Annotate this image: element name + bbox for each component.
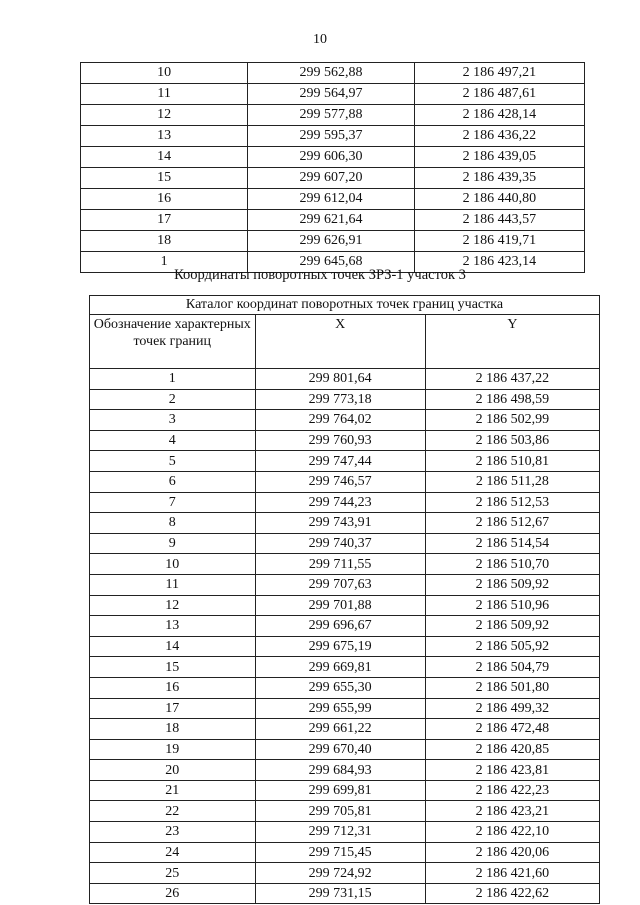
table-row	[81, 105, 585, 126]
table-row	[90, 842, 600, 863]
point-number-cell: 16	[81, 189, 248, 210]
point-number-cell: 3	[90, 410, 256, 431]
y-coordinate-cell: 2 186 419,71	[414, 231, 584, 252]
table-row	[90, 533, 600, 554]
x-coordinate-cell: 299 621,64	[248, 210, 414, 231]
point-number-cell: 17	[81, 210, 248, 231]
table-row	[90, 883, 600, 904]
point-number-cell: 15	[81, 168, 248, 189]
y-coordinate-cell: 2 186 472,48	[425, 719, 599, 740]
x-coordinate-cell: 299 701,88	[255, 595, 425, 616]
x-coordinate-cell: 299 655,30	[255, 677, 425, 698]
point-number-cell: 11	[90, 574, 256, 595]
y-coordinate-cell: 2 186 439,35	[414, 168, 584, 189]
point-number-cell: 12	[90, 595, 256, 616]
x-coordinate-cell: 299 707,63	[255, 574, 425, 595]
table-row	[90, 801, 600, 822]
y-coordinate-cell: 2 186 501,80	[425, 677, 599, 698]
table-row	[90, 657, 600, 678]
point-number-cell: 21	[90, 780, 256, 801]
y-coordinate-cell: 2 186 512,67	[425, 513, 599, 534]
x-coordinate-cell: 299 684,93	[255, 760, 425, 781]
y-coordinate-cell: 2 186 511,28	[425, 471, 599, 492]
y-coordinate-cell: 2 186 510,81	[425, 451, 599, 472]
table-row	[81, 147, 585, 168]
x-coordinate-cell: 299 731,15	[255, 883, 425, 904]
point-number-cell: 14	[90, 636, 256, 657]
table-row	[90, 492, 600, 513]
y-coordinate-cell: 2 186 423,21	[425, 801, 599, 822]
table-row	[90, 430, 600, 451]
table-row	[90, 389, 600, 410]
x-coordinate-cell: 299 705,81	[255, 801, 425, 822]
x-coordinate-cell: 299 606,30	[248, 147, 414, 168]
y-coordinate-cell: 2 186 436,22	[414, 126, 584, 147]
header-row	[90, 315, 600, 369]
point-number-cell: 6	[90, 471, 256, 492]
page-number: 10	[313, 32, 327, 47]
x-coordinate-cell: 299 696,67	[255, 616, 425, 637]
y-coordinate-cell: 2 186 423,81	[425, 760, 599, 781]
point-number-cell: 24	[90, 842, 256, 863]
y-coordinate-cell: 2 186 509,92	[425, 574, 599, 595]
point-number-cell: 5	[90, 451, 256, 472]
table-row	[90, 471, 600, 492]
table-row	[90, 574, 600, 595]
table-row	[90, 369, 600, 390]
table-row	[81, 231, 585, 252]
table-body	[81, 63, 585, 273]
x-coordinate-cell: 299 607,20	[248, 168, 414, 189]
table-row	[90, 636, 600, 657]
caption-row	[90, 296, 600, 315]
x-coordinate-cell: 299 711,55	[255, 554, 425, 575]
table-row	[90, 451, 600, 472]
point-number-cell: 2	[90, 389, 256, 410]
point-number-cell: 13	[81, 126, 248, 147]
x-coordinate-cell: 299 595,37	[248, 126, 414, 147]
point-number-cell: 23	[90, 822, 256, 843]
point-number-cell: 17	[90, 698, 256, 719]
coordinates-table-continued	[80, 62, 585, 273]
table-row	[90, 554, 600, 575]
x-coordinate-cell: 299 773,18	[255, 389, 425, 410]
x-coordinate-cell: 299 562,88	[248, 63, 414, 84]
y-coordinate-cell: 2 186 510,96	[425, 595, 599, 616]
point-number-cell: 14	[81, 147, 248, 168]
x-coordinate-cell: 299 626,91	[248, 231, 414, 252]
y-coordinate-cell: 2 186 428,14	[414, 105, 584, 126]
y-coordinate-cell: 2 186 498,59	[425, 389, 599, 410]
x-coordinate-cell: 299 743,91	[255, 513, 425, 534]
x-coordinate-cell: 299 764,02	[255, 410, 425, 431]
y-coordinate-cell: 2 186 487,61	[414, 84, 584, 105]
point-number-cell: 9	[90, 533, 256, 554]
y-coordinate-cell: 2 186 497,21	[414, 63, 584, 84]
table-row	[90, 822, 600, 843]
table-row	[90, 513, 600, 534]
point-number-cell: 1	[90, 369, 256, 390]
table-row	[90, 595, 600, 616]
x-coordinate-cell: 299 612,04	[248, 189, 414, 210]
y-coordinate-cell: 2 186 502,99	[425, 410, 599, 431]
point-number-cell: 25	[90, 863, 256, 884]
table-row	[81, 126, 585, 147]
x-coordinate-cell: 299 670,40	[255, 739, 425, 760]
x-coordinate-cell: 299 655,99	[255, 698, 425, 719]
point-number-cell: 16	[90, 677, 256, 698]
column-header-point: Обозначение характерных точек границ	[90, 315, 256, 369]
point-number-cell: 12	[81, 105, 248, 126]
coordinates-catalog-table	[89, 295, 600, 904]
y-coordinate-cell: 2 186 439,05	[414, 147, 584, 168]
x-coordinate-cell: 299 801,64	[255, 369, 425, 390]
table-row	[90, 410, 600, 431]
y-coordinate-cell: 2 186 421,60	[425, 863, 599, 884]
point-number-cell: 20	[90, 760, 256, 781]
point-number-cell: 7	[90, 492, 256, 513]
x-coordinate-cell: 299 699,81	[255, 780, 425, 801]
y-coordinate-cell: 2 186 505,92	[425, 636, 599, 657]
table-row	[90, 698, 600, 719]
y-coordinate-cell: 2 186 423,14	[414, 252, 584, 273]
point-number-cell: 1	[81, 252, 248, 273]
y-coordinate-cell: 2 186 437,22	[425, 369, 599, 390]
table-body	[90, 369, 600, 904]
point-number-cell: 22	[90, 801, 256, 822]
y-coordinate-cell: 2 186 443,57	[414, 210, 584, 231]
y-coordinate-cell: 2 186 504,79	[425, 657, 599, 678]
y-coordinate-cell: 2 186 422,10	[425, 822, 599, 843]
table-row	[90, 780, 600, 801]
table-caption: Каталог координат поворотных точек границ участка	[90, 296, 600, 315]
point-number-cell: 11	[81, 84, 248, 105]
table-head	[90, 296, 600, 369]
y-coordinate-cell: 2 186 440,80	[414, 189, 584, 210]
y-coordinate-cell: 2 186 420,06	[425, 842, 599, 863]
table-row	[90, 760, 600, 781]
x-coordinate-cell: 299 740,37	[255, 533, 425, 554]
point-number-cell: 10	[90, 554, 256, 575]
x-coordinate-cell: 299 564,97	[248, 84, 414, 105]
x-coordinate-cell: 299 675,19	[255, 636, 425, 657]
point-number-cell: 15	[90, 657, 256, 678]
point-number-cell: 26	[90, 883, 256, 904]
table-row	[81, 63, 585, 84]
y-coordinate-cell: 2 186 514,54	[425, 533, 599, 554]
table-row	[90, 677, 600, 698]
table-row	[81, 189, 585, 210]
y-coordinate-cell: 2 186 422,23	[425, 780, 599, 801]
table-row	[90, 863, 600, 884]
table-row	[90, 719, 600, 740]
x-coordinate-cell: 299 760,93	[255, 430, 425, 451]
y-coordinate-cell: 2 186 499,32	[425, 698, 599, 719]
point-number-cell: 19	[90, 739, 256, 760]
y-coordinate-cell: 2 186 503,86	[425, 430, 599, 451]
point-number-cell: 18	[90, 719, 256, 740]
table-row	[90, 616, 600, 637]
x-coordinate-cell: 299 712,31	[255, 822, 425, 843]
table-row	[90, 739, 600, 760]
table-row	[81, 168, 585, 189]
x-coordinate-cell: 299 746,57	[255, 471, 425, 492]
x-coordinate-cell: 299 577,88	[248, 105, 414, 126]
x-coordinate-cell: 299 669,81	[255, 657, 425, 678]
y-coordinate-cell: 2 186 509,92	[425, 616, 599, 637]
y-coordinate-cell: 2 186 512,53	[425, 492, 599, 513]
x-coordinate-cell: 299 744,23	[255, 492, 425, 513]
column-header-x: X	[255, 315, 425, 369]
point-number-cell: 13	[90, 616, 256, 637]
section-title: Координаты поворотных точек ЗРЗ-1 участок 3	[174, 267, 466, 283]
table-row	[81, 84, 585, 105]
x-coordinate-cell: 299 724,92	[255, 863, 425, 884]
x-coordinate-cell: 299 715,45	[255, 842, 425, 863]
x-coordinate-cell: 299 747,44	[255, 451, 425, 472]
y-coordinate-cell: 2 186 422,62	[425, 883, 599, 904]
y-coordinate-cell: 2 186 510,70	[425, 554, 599, 575]
y-coordinate-cell: 2 186 420,85	[425, 739, 599, 760]
point-number-cell: 8	[90, 513, 256, 534]
point-number-cell: 10	[81, 63, 248, 84]
point-number-cell: 18	[81, 231, 248, 252]
point-number-cell: 4	[90, 430, 256, 451]
table-row	[81, 210, 585, 231]
column-header-y: Y	[425, 315, 599, 369]
x-coordinate-cell: 299 645,68	[248, 252, 414, 273]
x-coordinate-cell: 299 661,22	[255, 719, 425, 740]
